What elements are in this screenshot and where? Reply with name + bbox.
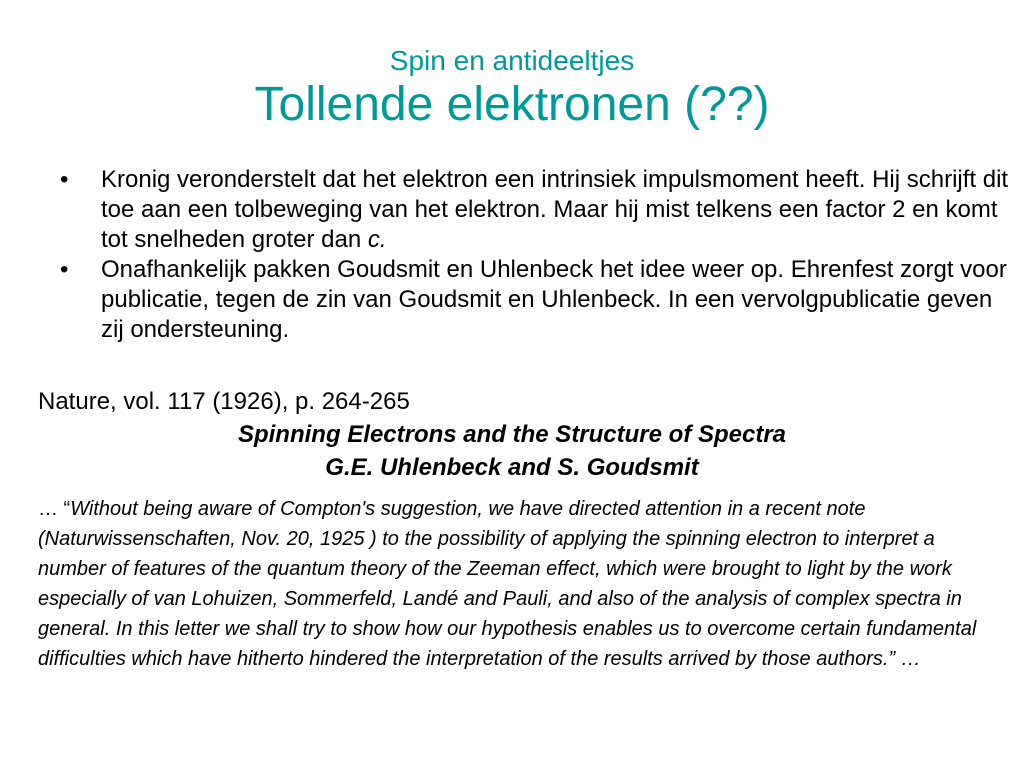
quote-body: Without being aware of Compton's suggestion, we have directed attention in a recent note (Naturwissenschaften, Nov. 20, 1925 ) to the possibility of applying the spinning electron to interpret a number of features of the quantum theory of the Zeeman effect, which were brought to light by the work especially of van Lohuizen, Sommerfeld, Landé and Pauli, and also of the analysis of complex spectra in general. In this letter we shall try to show how our hypothesis enables us to overcome certain fundamental difficulties which have hitherto hindered the interpretation of the results arrived by those authors.” … [38, 498, 977, 670]
bullet-emphasis: c. [367, 226, 387, 253]
citation: Nature, vol. 117 (1926), p. 264-265 [38, 388, 410, 415]
bullet-item [56, 165, 1016, 255]
paper-title: Spinning Electrons and the Structure of Spectra [237, 421, 787, 448]
slide-title: Tollende elektronen (??) [254, 78, 770, 131]
bullet-text: Onafhankelijk pakken Goudsmit en Uhlenbeck het idee weer op. Ehrenfest zorgt voor publicatie, tegen de zin van Goudsmit en Uhlenbeck. In een vervolgpublicatie geven zij ondersteuning. [101, 256, 1007, 343]
bullet-text: Kronig veronderstelt dat het elektron een intrinsiek impulsmoment heeft. Hij schrijft dit toe aan een tolbeweging van het elektron. Maar hij mist telkens een factor 2 en komt tot snelheden groter dan [101, 166, 1009, 253]
slide-subtitle: Spin en antideeltjes [389, 45, 635, 76]
quote-paragraph [38, 494, 988, 674]
bullet-marker: • [60, 256, 69, 283]
title-block [0, 44, 1024, 132]
quote-prefix: … “ [38, 498, 71, 520]
bullet-item [56, 255, 1016, 345]
paper-authors: G.E. Uhlenbeck and S. Goudsmit [325, 454, 699, 481]
bullet-list [56, 165, 1016, 345]
bullet-marker: • [60, 166, 69, 193]
